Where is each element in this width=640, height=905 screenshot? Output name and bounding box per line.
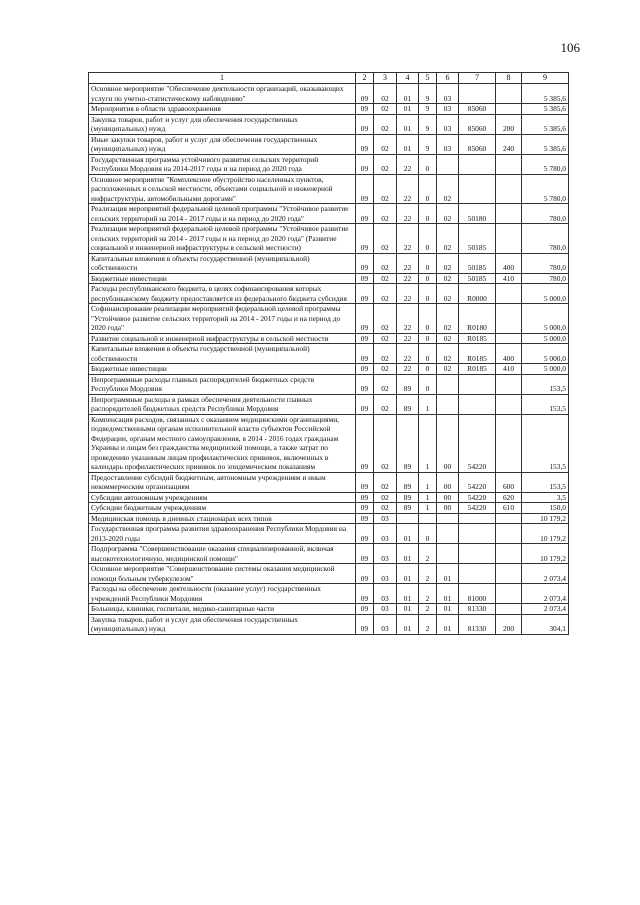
table-row xyxy=(89,204,569,224)
cell-code-4: 22 xyxy=(397,154,419,174)
cell-name: Расходы республиканского бюджета, в целях софинансирования которых республиканскому бюджету предоставляется из федерального бюджета субсидия xyxy=(89,284,356,304)
cell-code-3: 02 xyxy=(374,84,397,104)
cell-code-2: 09 xyxy=(356,414,374,472)
cell-name: Закупка товаров, работ и услуг для обеспечения государственных (муниципальных) нужд xyxy=(89,614,356,634)
cell-name: Непрограммные расходы главных распорядителей бюджетных средств Республики Мордовия xyxy=(89,374,356,394)
cell-code-4: 22 xyxy=(397,364,419,375)
cell-code-8: 200 xyxy=(496,614,522,634)
cell-amount: 10 179,2 xyxy=(522,513,569,524)
cell-code-6 xyxy=(437,394,459,414)
cell-code-6: 02 xyxy=(437,204,459,224)
cell-code-3: 02 xyxy=(374,344,397,364)
cell-amount: 5 385,6 xyxy=(522,104,569,115)
cell-code-6: 00 xyxy=(437,472,459,492)
cell-code-7: R0000 xyxy=(459,284,496,304)
column-header: 8 xyxy=(496,73,522,84)
cell-name: Расходы на обеспечение деятельности (оказание услуг) государственных учреждений Республики Мордовия xyxy=(89,584,356,604)
cell-code-7 xyxy=(459,564,496,584)
column-header: 3 xyxy=(374,73,397,84)
cell-code-7: 81330 xyxy=(459,614,496,634)
cell-code-6: 02 xyxy=(437,364,459,375)
cell-code-4: 01 xyxy=(397,584,419,604)
table-row xyxy=(89,154,569,174)
cell-code-7: R0185 xyxy=(459,364,496,375)
cell-name: Реализация мероприятий федеральной целевой программы "Устойчивое развитие сельских территорий на 2014 - 2017 годы и на период до 2020 года" xyxy=(89,204,356,224)
cell-code-5: 0 xyxy=(419,284,437,304)
cell-code-6: 01 xyxy=(437,614,459,634)
cell-code-5: 9 xyxy=(419,134,437,154)
cell-code-4: 01 xyxy=(397,604,419,615)
cell-amount: 153,5 xyxy=(522,472,569,492)
cell-code-4: 01 xyxy=(397,134,419,154)
cell-code-6: 02 xyxy=(437,273,459,284)
table-row xyxy=(89,253,569,273)
cell-code-5: 9 xyxy=(419,114,437,134)
table-header-row xyxy=(89,73,569,84)
cell-amount: 10 179,2 xyxy=(522,524,569,544)
cell-code-4 xyxy=(397,513,419,524)
cell-code-7: 54220 xyxy=(459,492,496,503)
cell-name: Основное мероприятие "Комплексное обустройство населенных пунктов, расположенных в сельской местности, объектами социальной и инженерной инфраструктуры, автомобильными дорогами" xyxy=(89,174,356,204)
cell-code-4: 22 xyxy=(397,253,419,273)
cell-code-5: 1 xyxy=(419,394,437,414)
cell-code-7: 85060 xyxy=(459,104,496,115)
cell-code-8 xyxy=(496,104,522,115)
cell-code-6 xyxy=(437,524,459,544)
cell-amount: 780,0 xyxy=(522,204,569,224)
cell-code-2: 09 xyxy=(356,604,374,615)
cell-code-5: 2 xyxy=(419,614,437,634)
cell-name: Больницы, клиники, госпитали, медико-санитарные части xyxy=(89,604,356,615)
cell-code-7: R0185 xyxy=(459,344,496,364)
cell-code-7 xyxy=(459,394,496,414)
cell-code-5 xyxy=(419,513,437,524)
cell-code-5: 0 xyxy=(419,174,437,204)
cell-code-3: 02 xyxy=(374,114,397,134)
cell-code-3: 02 xyxy=(374,224,397,254)
cell-code-5: 0 xyxy=(419,204,437,224)
cell-code-7: 50185 xyxy=(459,224,496,254)
table-row xyxy=(89,114,569,134)
cell-amount: 153,5 xyxy=(522,374,569,394)
cell-code-5: 0 xyxy=(419,304,437,334)
cell-code-3: 02 xyxy=(374,104,397,115)
cell-code-6 xyxy=(437,513,459,524)
cell-code-4: 89 xyxy=(397,492,419,503)
cell-code-3: 02 xyxy=(374,472,397,492)
cell-code-5: 0 xyxy=(419,333,437,344)
cell-code-5: 2 xyxy=(419,564,437,584)
cell-code-3: 02 xyxy=(374,154,397,174)
cell-code-3: 02 xyxy=(374,364,397,375)
cell-code-4: 22 xyxy=(397,273,419,284)
cell-code-4: 01 xyxy=(397,524,419,544)
cell-code-7: 50185 xyxy=(459,253,496,273)
cell-name: Подпрограмма "Совершенствование оказания специализированной, включая высокотехнологичную, медицинской помощи" xyxy=(89,544,356,564)
cell-name: Закупка товаров, работ и услуг для обеспечения государственных (муниципальных) нужд xyxy=(89,114,356,134)
cell-name: Основное мероприятие "Обеспечение деятельности организаций, оказывающих услуги по учетно-статистическому наблюдению" xyxy=(89,84,356,104)
cell-code-5: 9 xyxy=(419,104,437,115)
budget-table xyxy=(88,72,569,635)
cell-code-3: 02 xyxy=(374,394,397,414)
cell-code-6: 01 xyxy=(437,564,459,584)
cell-code-6: 00 xyxy=(437,492,459,503)
table-row xyxy=(89,104,569,115)
cell-code-8 xyxy=(496,154,522,174)
cell-code-2: 09 xyxy=(356,544,374,564)
cell-code-8 xyxy=(496,333,522,344)
cell-code-5: 0 xyxy=(419,524,437,544)
table-row xyxy=(89,224,569,254)
cell-code-8: 620 xyxy=(496,492,522,503)
cell-code-2: 09 xyxy=(356,134,374,154)
cell-name: Капитальные вложения в объекты государственной (муниципальной) собственности xyxy=(89,344,356,364)
cell-code-5: 1 xyxy=(419,492,437,503)
cell-amount: 3,5 xyxy=(522,492,569,503)
cell-code-4: 22 xyxy=(397,344,419,364)
cell-code-3: 02 xyxy=(374,204,397,224)
cell-code-8 xyxy=(496,304,522,334)
cell-name: Государственная программа устойчивого развития сельских территорий Республики Мордовия на 2014-2017 годы и на период до 2020 года xyxy=(89,154,356,174)
cell-code-7 xyxy=(459,174,496,204)
cell-code-8 xyxy=(496,224,522,254)
cell-amount: 2 073,4 xyxy=(522,564,569,584)
column-header: 2 xyxy=(356,73,374,84)
cell-amount: 780,0 xyxy=(522,273,569,284)
cell-code-3: 02 xyxy=(374,374,397,394)
table-row xyxy=(89,544,569,564)
cell-code-4: 01 xyxy=(397,544,419,564)
cell-code-2: 09 xyxy=(356,253,374,273)
table-row xyxy=(89,284,569,304)
cell-code-8 xyxy=(496,544,522,564)
cell-code-2: 09 xyxy=(356,374,374,394)
cell-name: Бюджетные инвестиции xyxy=(89,364,356,375)
cell-code-5: 2 xyxy=(419,584,437,604)
cell-code-2: 09 xyxy=(356,224,374,254)
cell-code-3: 03 xyxy=(374,564,397,584)
cell-code-2: 09 xyxy=(356,154,374,174)
column-header: 1 xyxy=(89,73,356,84)
cell-code-5: 0 xyxy=(419,273,437,284)
cell-code-6: 02 xyxy=(437,304,459,334)
cell-code-3: 03 xyxy=(374,524,397,544)
cell-name: Иные закупки товаров, работ и услуг для обеспечения государственных (муниципальных) нужд xyxy=(89,134,356,154)
cell-code-3: 02 xyxy=(374,174,397,204)
table-row xyxy=(89,604,569,615)
cell-code-3: 02 xyxy=(374,134,397,154)
cell-code-8: 400 xyxy=(496,253,522,273)
cell-code-2: 09 xyxy=(356,614,374,634)
cell-code-4: 22 xyxy=(397,204,419,224)
cell-code-3: 03 xyxy=(374,614,397,634)
cell-code-7: 81000 xyxy=(459,584,496,604)
cell-amount: 5 780,0 xyxy=(522,174,569,204)
cell-code-2: 09 xyxy=(356,284,374,304)
cell-amount: 304,1 xyxy=(522,614,569,634)
cell-code-5: 0 xyxy=(419,344,437,364)
table-row xyxy=(89,364,569,375)
cell-amount: 2 073,4 xyxy=(522,584,569,604)
cell-code-3: 02 xyxy=(374,333,397,344)
cell-code-8: 410 xyxy=(496,364,522,375)
cell-code-3: 02 xyxy=(374,304,397,334)
cell-amount: 5 000,0 xyxy=(522,364,569,375)
table-row xyxy=(89,513,569,524)
cell-code-5: 1 xyxy=(419,503,437,514)
cell-code-7 xyxy=(459,84,496,104)
cell-code-8 xyxy=(496,174,522,204)
cell-code-3: 03 xyxy=(374,513,397,524)
cell-amount: 5 385,6 xyxy=(522,84,569,104)
cell-name: Предоставление субсидий бюджетным, автономным учреждениям и иным некоммерческим организациям xyxy=(89,472,356,492)
cell-code-7 xyxy=(459,374,496,394)
cell-code-7: R0185 xyxy=(459,333,496,344)
cell-code-8 xyxy=(496,204,522,224)
cell-code-2: 09 xyxy=(356,304,374,334)
cell-code-6 xyxy=(437,154,459,174)
cell-amount: 10 179,2 xyxy=(522,544,569,564)
cell-code-7 xyxy=(459,524,496,544)
cell-code-4: 22 xyxy=(397,284,419,304)
cell-name: Реализация мероприятий федеральной целевой программы "Устойчивое развитие сельских территорий на 2014 - 2017 годы и на период до 2020 года" (Развитие социальной и инженерной инфраструктуры в сельской местности) xyxy=(89,224,356,254)
cell-code-5: 2 xyxy=(419,544,437,564)
cell-code-3: 02 xyxy=(374,273,397,284)
cell-code-6: 03 xyxy=(437,134,459,154)
cell-code-2: 09 xyxy=(356,503,374,514)
cell-code-3: 02 xyxy=(374,284,397,304)
cell-code-4: 01 xyxy=(397,614,419,634)
cell-name: Бюджетные инвестиции xyxy=(89,273,356,284)
cell-code-7: 54220 xyxy=(459,503,496,514)
cell-name: Субсидии автономным учреждениям xyxy=(89,492,356,503)
cell-code-3: 03 xyxy=(374,584,397,604)
cell-code-3: 02 xyxy=(374,414,397,472)
cell-amount: 780,0 xyxy=(522,253,569,273)
cell-code-5: 0 xyxy=(419,364,437,375)
cell-code-4: 89 xyxy=(397,374,419,394)
cell-code-3: 02 xyxy=(374,492,397,503)
cell-code-7 xyxy=(459,154,496,174)
cell-code-8 xyxy=(496,284,522,304)
cell-code-5: 1 xyxy=(419,414,437,472)
cell-code-5: 1 xyxy=(419,472,437,492)
cell-code-6 xyxy=(437,544,459,564)
cell-code-8 xyxy=(496,414,522,472)
cell-code-4: 89 xyxy=(397,414,419,472)
cell-code-8 xyxy=(496,513,522,524)
cell-code-6: 02 xyxy=(437,333,459,344)
table-row xyxy=(89,614,569,634)
column-header: 4 xyxy=(397,73,419,84)
cell-amount: 5 000,0 xyxy=(522,344,569,364)
table-row xyxy=(89,492,569,503)
cell-code-4: 89 xyxy=(397,394,419,414)
cell-code-6: 03 xyxy=(437,114,459,134)
cell-code-6: 02 xyxy=(437,174,459,204)
cell-code-8: 240 xyxy=(496,134,522,154)
cell-code-6: 01 xyxy=(437,604,459,615)
cell-code-8: 410 xyxy=(496,273,522,284)
cell-code-2: 09 xyxy=(356,104,374,115)
cell-code-7: 50180 xyxy=(459,204,496,224)
column-header: 5 xyxy=(419,73,437,84)
cell-code-6: 03 xyxy=(437,104,459,115)
cell-code-5: 2 xyxy=(419,604,437,615)
table-body xyxy=(89,84,569,635)
cell-code-8: 600 xyxy=(496,472,522,492)
column-header: 7 xyxy=(459,73,496,84)
cell-code-2: 09 xyxy=(356,472,374,492)
cell-code-7 xyxy=(459,513,496,524)
table-row xyxy=(89,374,569,394)
cell-code-3: 03 xyxy=(374,544,397,564)
cell-code-5: 0 xyxy=(419,374,437,394)
cell-amount: 153,5 xyxy=(522,394,569,414)
cell-code-8 xyxy=(496,584,522,604)
page-number: 106 xyxy=(560,40,580,55)
cell-code-7: 85060 xyxy=(459,114,496,134)
cell-code-7 xyxy=(459,544,496,564)
cell-code-2: 09 xyxy=(356,333,374,344)
cell-amount: 5 385,6 xyxy=(522,134,569,154)
cell-name: Непрограммные расходы в рамках обеспечения деятельности главных распорядителей бюджетных средств Республики Мордовия xyxy=(89,394,356,414)
cell-code-2: 09 xyxy=(356,524,374,544)
cell-code-8 xyxy=(496,84,522,104)
cell-code-2: 09 xyxy=(356,114,374,134)
table-row xyxy=(89,134,569,154)
cell-name: Капитальные вложения в объекты государственной (муниципальной) собственности xyxy=(89,253,356,273)
cell-code-6: 02 xyxy=(437,284,459,304)
cell-code-8: 610 xyxy=(496,503,522,514)
cell-code-4: 22 xyxy=(397,304,419,334)
cell-code-8: 400 xyxy=(496,344,522,364)
cell-name: Мероприятия в области здравоохранения xyxy=(89,104,356,115)
cell-amount: 5 000,0 xyxy=(522,284,569,304)
cell-code-6: 00 xyxy=(437,414,459,472)
cell-code-2: 09 xyxy=(356,84,374,104)
cell-code-6: 02 xyxy=(437,344,459,364)
cell-code-6 xyxy=(437,374,459,394)
cell-code-4: 01 xyxy=(397,104,419,115)
cell-code-4: 01 xyxy=(397,114,419,134)
cell-code-5: 0 xyxy=(419,253,437,273)
table-row xyxy=(89,394,569,414)
cell-name: Развитие социальной и инженерной инфраструктуры в сельской местности xyxy=(89,333,356,344)
cell-code-6: 00 xyxy=(437,503,459,514)
cell-amount: 5 000,0 xyxy=(522,333,569,344)
table-row xyxy=(89,174,569,204)
column-header: 9 xyxy=(522,73,569,84)
cell-amount: 150,0 xyxy=(522,503,569,514)
cell-code-5: 0 xyxy=(419,154,437,174)
cell-code-8 xyxy=(496,564,522,584)
cell-code-2: 09 xyxy=(356,584,374,604)
cell-code-3: 03 xyxy=(374,604,397,615)
cell-amount: 2 073,4 xyxy=(522,604,569,615)
cell-code-7: 54220 xyxy=(459,414,496,472)
cell-code-3: 02 xyxy=(374,253,397,273)
cell-code-6: 02 xyxy=(437,253,459,273)
cell-code-2: 09 xyxy=(356,273,374,284)
cell-code-2: 09 xyxy=(356,364,374,375)
column-header: 6 xyxy=(437,73,459,84)
cell-code-2: 09 xyxy=(356,204,374,224)
cell-name: Основное мероприятие "Совершенствование системы оказания медицинской помощи больным туберкулезом" xyxy=(89,564,356,584)
cell-name: Компенсация расходов, связанных с оказанием медицинскими организациями, подведомственными органам исполнительной власти субъектов Российской Федерации, органам местного самоуправления, в 2014 - 2016 годах гражданам Украины и лицам без гражданства медицинской помощи, а также затрат по проведению указанным лицам профилактических прививок, включенных в календарь профилактических прививок по эпидемическим показаниям xyxy=(89,414,356,472)
cell-code-6: 01 xyxy=(437,584,459,604)
table-row xyxy=(89,344,569,364)
cell-code-2: 09 xyxy=(356,564,374,584)
cell-code-2: 09 xyxy=(356,394,374,414)
cell-code-5: 9 xyxy=(419,84,437,104)
cell-code-8 xyxy=(496,374,522,394)
cell-code-5: 0 xyxy=(419,224,437,254)
table-row xyxy=(89,472,569,492)
cell-amount: 5 000,0 xyxy=(522,304,569,334)
cell-code-7: 50185 xyxy=(459,273,496,284)
cell-amount: 5 385,6 xyxy=(522,114,569,134)
cell-code-6: 03 xyxy=(437,84,459,104)
table-row xyxy=(89,333,569,344)
cell-code-7: 54220 xyxy=(459,472,496,492)
cell-code-6: 02 xyxy=(437,224,459,254)
cell-code-7: 81330 xyxy=(459,604,496,615)
cell-code-3: 02 xyxy=(374,503,397,514)
cell-amount: 153,5 xyxy=(522,414,569,472)
cell-code-8 xyxy=(496,394,522,414)
cell-code-4: 22 xyxy=(397,333,419,344)
cell-code-8 xyxy=(496,524,522,544)
cell-code-2: 09 xyxy=(356,492,374,503)
cell-name: Медицинская помощь в дневных стационарах всех типов xyxy=(89,513,356,524)
cell-code-2: 09 xyxy=(356,174,374,204)
table-row xyxy=(89,273,569,284)
cell-code-7: 85060 xyxy=(459,134,496,154)
cell-code-8: 200 xyxy=(496,114,522,134)
table-row xyxy=(89,414,569,472)
table-row xyxy=(89,304,569,334)
cell-code-4: 22 xyxy=(397,224,419,254)
cell-name: Государственная программа развития здравоохранения Республики Мордовия на 2013-2020 годы xyxy=(89,524,356,544)
table-row xyxy=(89,524,569,544)
cell-code-4: 22 xyxy=(397,174,419,204)
cell-amount: 780,0 xyxy=(522,224,569,254)
table-row xyxy=(89,584,569,604)
cell-amount: 5 780,0 xyxy=(522,154,569,174)
cell-code-8 xyxy=(496,604,522,615)
table-row xyxy=(89,84,569,104)
cell-code-7: R0180 xyxy=(459,304,496,334)
cell-code-2: 09 xyxy=(356,513,374,524)
cell-code-4: 89 xyxy=(397,503,419,514)
cell-code-4: 01 xyxy=(397,84,419,104)
table-row xyxy=(89,503,569,514)
table-row xyxy=(89,564,569,584)
cell-code-4: 01 xyxy=(397,564,419,584)
cell-code-4: 89 xyxy=(397,472,419,492)
cell-name: Субсидии бюджетным учреждениям xyxy=(89,503,356,514)
cell-code-2: 09 xyxy=(356,344,374,364)
cell-name: Софинансирование реализации мероприятий федеральной целевой программы "Устойчивое развитие сельских территорий на 2014 - 2017 годы и на период до 2020 года" xyxy=(89,304,356,334)
